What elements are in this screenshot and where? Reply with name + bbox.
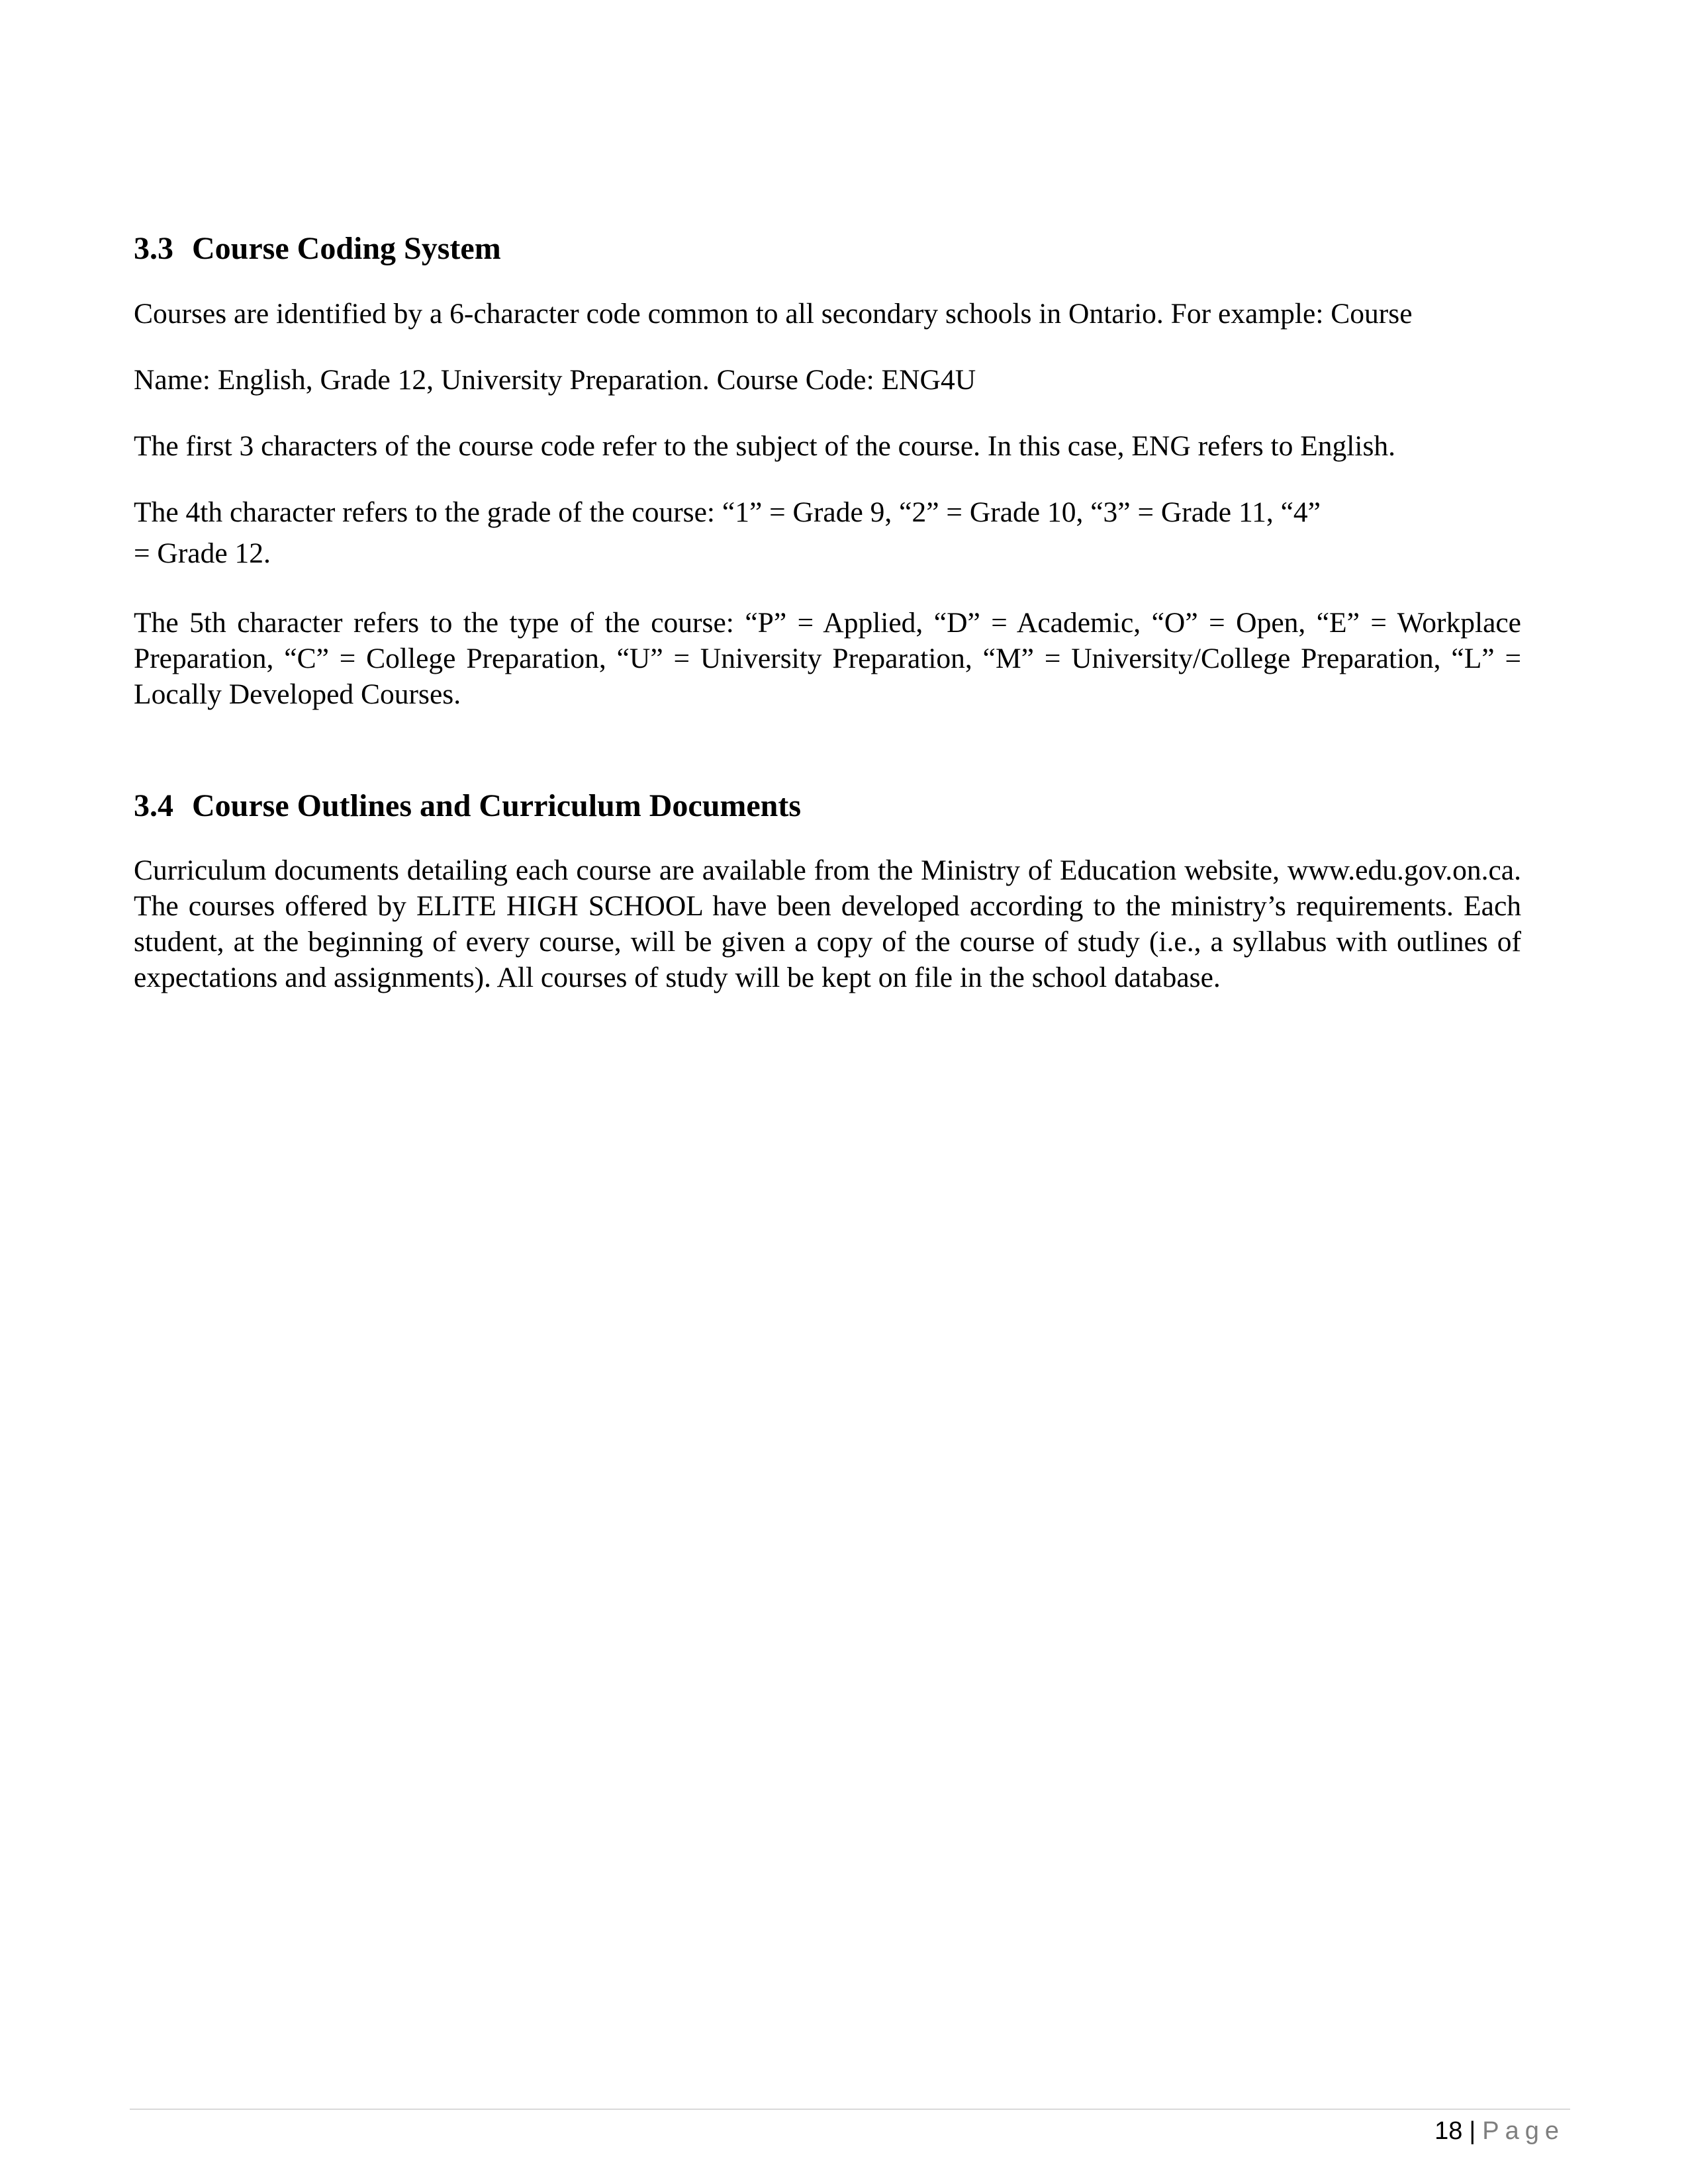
page-label: Page (1482, 2117, 1565, 2145)
section-heading-3-4 (134, 788, 801, 825)
footer-divider (130, 2109, 1570, 2110)
paragraph-course-code-intro-line1: Courses are identified by a 6-character code common to all secondary schools in Ontario. For example: Course (134, 298, 1413, 330)
section-title: Course Coding System (192, 231, 501, 266)
paragraph-type-character: The 5th character refers to the type of the course: “P” = Applied, “D” = Academic, “O” = Open, “E” = Workplace Preparation, “C” = College Preparation, “U” = University Preparation, “M” = University/College Preparation, “L” = Locally Developed Courses. (134, 607, 1521, 710)
page-footer (1434, 2115, 1565, 2147)
paragraph-grade-character-line1: The 4th character refers to the grade of the course: “1” = Grade 9, “2” = Grade 10, “3” = Grade 11, “4” (134, 496, 1321, 528)
paragraph-course-code-intro-line2: Name: English, Grade 12, University Preparation. Course Code: ENG4U (134, 364, 976, 396)
footer-separator: | (1469, 2117, 1476, 2145)
paragraph-grade-character-line2: = Grade 12. (134, 537, 271, 569)
section-title: Course Outlines and Curriculum Documents (192, 788, 802, 823)
section-number: 3.4 (134, 788, 173, 823)
paragraph-subject-characters: The first 3 characters of the course code refer to the subject of the course. In this case, ENG refers to English. (134, 430, 1396, 462)
page-number: 18 (1434, 2117, 1463, 2145)
section-heading-3-3 (134, 230, 501, 267)
section-number: 3.3 (134, 231, 173, 266)
paragraph-curriculum-documents: Curriculum documents detailing each course are available from the Ministry of Education website, www.edu.gov.on.ca. The courses offered by ELITE HIGH SCHOOL have been developed according to the ministry’s requirements. Each student, at the beginning of every course, will be given a copy of the course of study (i.e., a syllabus with outlines of expectations and assignments). All courses of study will be kept on file in the school database. (134, 854, 1521, 993)
